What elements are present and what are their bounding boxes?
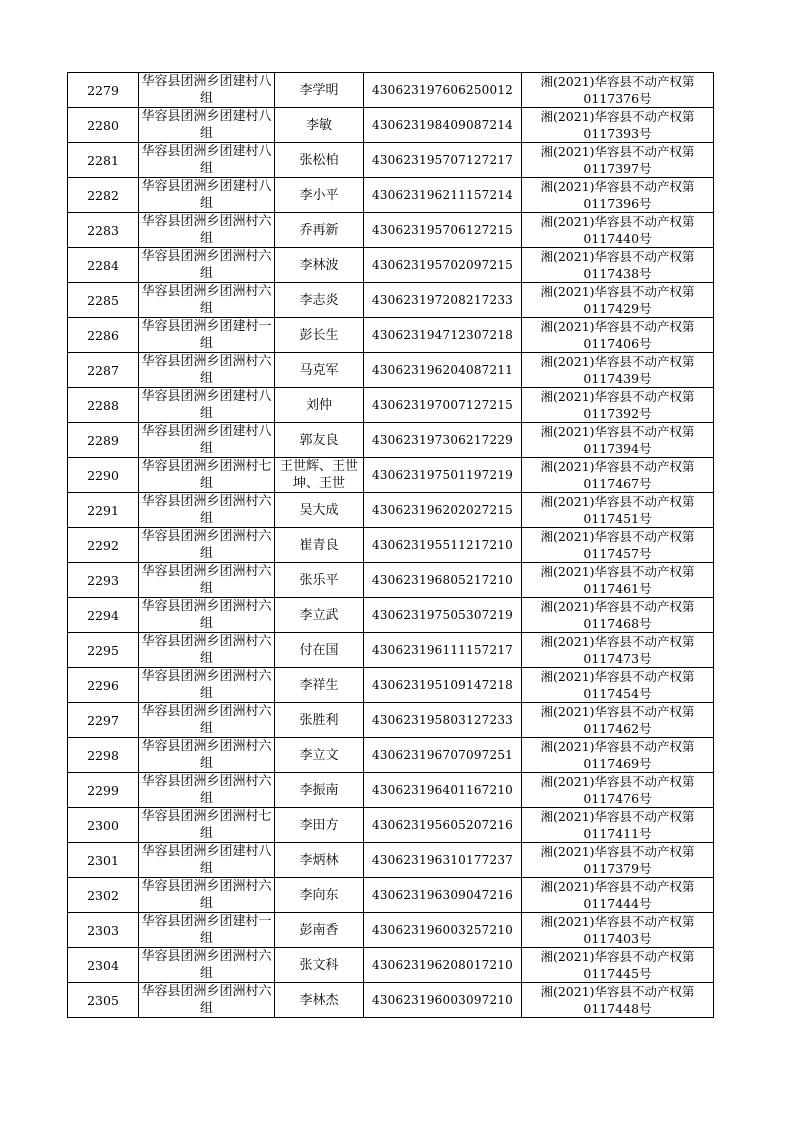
certificate-number-cell: 湘(2021)华容县不动产权第0117462号: [522, 703, 714, 738]
table-row: [68, 248, 714, 283]
table-row: [68, 738, 714, 773]
id-number-cell: 430623195702097215: [364, 248, 522, 283]
certificate-number-cell: 湘(2021)华容县不动产权第0117457号: [522, 528, 714, 563]
table-row: [68, 108, 714, 143]
table-row: [68, 948, 714, 983]
address-cell: 华容县团洲乡团建村一组: [139, 913, 275, 948]
certificate-number-cell: 湘(2021)华容县不动产权第0117467号: [522, 458, 714, 493]
id-number-cell: 430623198409087214: [364, 108, 522, 143]
owner-name-cell: 刘仲: [275, 388, 364, 423]
id-number-cell: 430623196401167210: [364, 773, 522, 808]
owner-name-cell: 付在国: [275, 633, 364, 668]
id-number-cell: 430623197501197219: [364, 458, 522, 493]
certificate-number-cell: 湘(2021)华容县不动产权第0117379号: [522, 843, 714, 878]
row-number-cell: 2284: [68, 248, 139, 283]
registry-table-wrapper: [67, 72, 714, 1018]
row-number-cell: 2288: [68, 388, 139, 423]
owner-name-cell: 李敏: [275, 108, 364, 143]
table-row: [68, 143, 714, 178]
row-number-cell: 2293: [68, 563, 139, 598]
address-cell: 华容县团洲乡团建村八组: [139, 843, 275, 878]
row-number-cell: 2289: [68, 423, 139, 458]
row-number-cell: 2287: [68, 353, 139, 388]
owner-name-cell: 张文科: [275, 948, 364, 983]
owner-name-cell: 李立武: [275, 598, 364, 633]
address-cell: 华容县团洲乡团洲村六组: [139, 668, 275, 703]
certificate-number-cell: 湘(2021)华容县不动产权第0117451号: [522, 493, 714, 528]
address-cell: 华容县团洲乡团洲村六组: [139, 353, 275, 388]
owner-name-cell: 李立文: [275, 738, 364, 773]
table-row: [68, 388, 714, 423]
address-cell: 华容县团洲乡团洲村七组: [139, 458, 275, 493]
row-number-cell: 2282: [68, 178, 139, 213]
table-row: [68, 178, 714, 213]
table-row: [68, 598, 714, 633]
table-row: [68, 318, 714, 353]
owner-name-cell: 彭南香: [275, 913, 364, 948]
table-row: [68, 493, 714, 528]
owner-name-cell: 李田方: [275, 808, 364, 843]
owner-name-cell: 崔青良: [275, 528, 364, 563]
row-number-cell: 2281: [68, 143, 139, 178]
id-number-cell: 430623197306217229: [364, 423, 522, 458]
row-number-cell: 2303: [68, 913, 139, 948]
owner-name-cell: 李林波: [275, 248, 364, 283]
table-row: [68, 213, 714, 248]
address-cell: 华容县团洲乡团洲村六组: [139, 213, 275, 248]
id-number-cell: 430623195511217210: [364, 528, 522, 563]
id-number-cell: 430623195706127215: [364, 213, 522, 248]
row-number-cell: 2292: [68, 528, 139, 563]
address-cell: 华容县团洲乡团洲村六组: [139, 773, 275, 808]
table-row: [68, 983, 714, 1018]
owner-name-cell: 李学明: [275, 73, 364, 108]
row-number-cell: 2294: [68, 598, 139, 633]
table-row: [68, 458, 714, 493]
id-number-cell: 430623196310177237: [364, 843, 522, 878]
certificate-number-cell: 湘(2021)华容县不动产权第0117396号: [522, 178, 714, 213]
owner-name-cell: 张胜利: [275, 703, 364, 738]
row-number-cell: 2279: [68, 73, 139, 108]
id-number-cell: 430623196003257210: [364, 913, 522, 948]
table-row: [68, 843, 714, 878]
certificate-number-cell: 湘(2021)华容县不动产权第0117394号: [522, 423, 714, 458]
id-number-cell: 430623195803127233: [364, 703, 522, 738]
table-row: [68, 773, 714, 808]
address-cell: 华容县团洲乡团建村一组: [139, 318, 275, 353]
row-number-cell: 2301: [68, 843, 139, 878]
certificate-number-cell: 湘(2021)华容县不动产权第0117444号: [522, 878, 714, 913]
id-number-cell: 430623196204087211: [364, 353, 522, 388]
id-number-cell: 430623195605207216: [364, 808, 522, 843]
certificate-number-cell: 湘(2021)华容县不动产权第0117461号: [522, 563, 714, 598]
certificate-number-cell: 湘(2021)华容县不动产权第0117445号: [522, 948, 714, 983]
id-number-cell: 430623197606250012: [364, 73, 522, 108]
row-number-cell: 2290: [68, 458, 139, 493]
row-number-cell: 2300: [68, 808, 139, 843]
certificate-number-cell: 湘(2021)华容县不动产权第0117448号: [522, 983, 714, 1018]
owner-name-cell: 李志炎: [275, 283, 364, 318]
address-cell: 华容县团洲乡团洲村六组: [139, 983, 275, 1018]
owner-name-cell: 李林杰: [275, 983, 364, 1018]
certificate-number-cell: 湘(2021)华容县不动产权第0117429号: [522, 283, 714, 318]
certificate-number-cell: 湘(2021)华容县不动产权第0117376号: [522, 73, 714, 108]
certificate-number-cell: 湘(2021)华容县不动产权第0117469号: [522, 738, 714, 773]
table-row: [68, 563, 714, 598]
id-number-cell: 430623196111157217: [364, 633, 522, 668]
id-number-cell: 430623197208217233: [364, 283, 522, 318]
table-row: [68, 528, 714, 563]
address-cell: 华容县团洲乡团洲村六组: [139, 283, 275, 318]
address-cell: 华容县团洲乡团建村八组: [139, 143, 275, 178]
owner-name-cell: 乔再新: [275, 213, 364, 248]
registry-table: [67, 72, 714, 1018]
id-number-cell: 430623197505307219: [364, 598, 522, 633]
table-row: [68, 808, 714, 843]
certificate-number-cell: 湘(2021)华容县不动产权第0117438号: [522, 248, 714, 283]
address-cell: 华容县团洲乡团建村八组: [139, 178, 275, 213]
id-number-cell: 430623196309047216: [364, 878, 522, 913]
table-row: [68, 283, 714, 318]
certificate-number-cell: 湘(2021)华容县不动产权第0117393号: [522, 108, 714, 143]
row-number-cell: 2305: [68, 983, 139, 1018]
row-number-cell: 2295: [68, 633, 139, 668]
id-number-cell: 430623195707127217: [364, 143, 522, 178]
row-number-cell: 2291: [68, 493, 139, 528]
owner-name-cell: 郭友良: [275, 423, 364, 458]
row-number-cell: 2297: [68, 703, 139, 738]
address-cell: 华容县团洲乡团洲村六组: [139, 703, 275, 738]
table-row: [68, 878, 714, 913]
table-row: [68, 353, 714, 388]
address-cell: 华容县团洲乡团洲村六组: [139, 493, 275, 528]
row-number-cell: 2302: [68, 878, 139, 913]
certificate-number-cell: 湘(2021)华容县不动产权第0117392号: [522, 388, 714, 423]
owner-name-cell: 马克军: [275, 353, 364, 388]
address-cell: 华容县团洲乡团洲村六组: [139, 738, 275, 773]
address-cell: 华容县团洲乡团洲村六组: [139, 633, 275, 668]
id-number-cell: 430623196805217210: [364, 563, 522, 598]
owner-name-cell: 张松柏: [275, 143, 364, 178]
address-cell: 华容县团洲乡团建村八组: [139, 108, 275, 143]
owner-name-cell: 李小平: [275, 178, 364, 213]
owner-name-cell: 张乐平: [275, 563, 364, 598]
id-number-cell: 430623196208017210: [364, 948, 522, 983]
certificate-number-cell: 湘(2021)华容县不动产权第0117476号: [522, 773, 714, 808]
certificate-number-cell: 湘(2021)华容县不动产权第0117439号: [522, 353, 714, 388]
table-row: [68, 913, 714, 948]
address-cell: 华容县团洲乡团建村八组: [139, 73, 275, 108]
address-cell: 华容县团洲乡团洲村六组: [139, 598, 275, 633]
id-number-cell: 430623196211157214: [364, 178, 522, 213]
table-row: [68, 633, 714, 668]
address-cell: 华容县团洲乡团洲村六组: [139, 948, 275, 983]
address-cell: 华容县团洲乡团洲村六组: [139, 563, 275, 598]
row-number-cell: 2283: [68, 213, 139, 248]
id-number-cell: 430623197007127215: [364, 388, 522, 423]
address-cell: 华容县团洲乡团洲村七组: [139, 808, 275, 843]
row-number-cell: 2280: [68, 108, 139, 143]
owner-name-cell: 李向东: [275, 878, 364, 913]
table-row: [68, 668, 714, 703]
certificate-number-cell: 湘(2021)华容县不动产权第0117411号: [522, 808, 714, 843]
registry-table-body: [68, 73, 714, 1018]
table-row: [68, 73, 714, 108]
table-row: [68, 703, 714, 738]
certificate-number-cell: 湘(2021)华容县不动产权第0117454号: [522, 668, 714, 703]
owner-name-cell: 李祥生: [275, 668, 364, 703]
row-number-cell: 2299: [68, 773, 139, 808]
certificate-number-cell: 湘(2021)华容县不动产权第0117403号: [522, 913, 714, 948]
address-cell: 华容县团洲乡团建村八组: [139, 388, 275, 423]
row-number-cell: 2298: [68, 738, 139, 773]
owner-name-cell: 李振南: [275, 773, 364, 808]
owner-name-cell: 彭长生: [275, 318, 364, 353]
certificate-number-cell: 湘(2021)华容县不动产权第0117473号: [522, 633, 714, 668]
row-number-cell: 2286: [68, 318, 139, 353]
id-number-cell: 430623196202027215: [364, 493, 522, 528]
owner-name-cell: 吴大成: [275, 493, 364, 528]
id-number-cell: 430623194712307218: [364, 318, 522, 353]
address-cell: 华容县团洲乡团洲村六组: [139, 248, 275, 283]
id-number-cell: 430623196003097210: [364, 983, 522, 1018]
row-number-cell: 2285: [68, 283, 139, 318]
certificate-number-cell: 湘(2021)华容县不动产权第0117406号: [522, 318, 714, 353]
certificate-number-cell: 湘(2021)华容县不动产权第0117468号: [522, 598, 714, 633]
table-row: [68, 423, 714, 458]
certificate-number-cell: 湘(2021)华容县不动产权第0117397号: [522, 143, 714, 178]
owner-name-cell: 李炳林: [275, 843, 364, 878]
certificate-number-cell: 湘(2021)华容县不动产权第0117440号: [522, 213, 714, 248]
address-cell: 华容县团洲乡团洲村六组: [139, 528, 275, 563]
id-number-cell: 430623195109147218: [364, 668, 522, 703]
address-cell: 华容县团洲乡团洲村六组: [139, 878, 275, 913]
id-number-cell: 430623196707097251: [364, 738, 522, 773]
row-number-cell: 2304: [68, 948, 139, 983]
address-cell: 华容县团洲乡团建村八组: [139, 423, 275, 458]
owner-name-cell: 王世辉、王世坤、王世: [275, 458, 364, 493]
row-number-cell: 2296: [68, 668, 139, 703]
